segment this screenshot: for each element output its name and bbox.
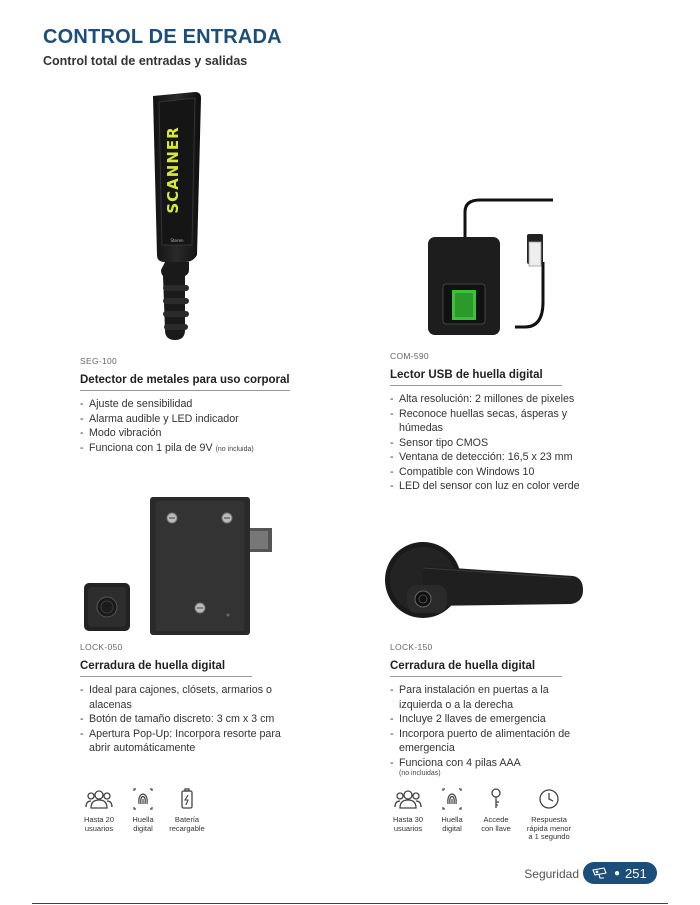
icon-label: Accede con llave [481, 815, 511, 833]
product-lock-150 [390, 642, 580, 778]
feature-list [80, 397, 340, 457]
feature-list [80, 683, 295, 756]
product-name: Lector USB de huella digital [390, 369, 562, 386]
icon-label: Batería recargable [169, 815, 205, 833]
metal-detector-image [145, 90, 215, 345]
icon-item [77, 788, 121, 833]
product-name: Cerradura de huella digital [80, 660, 252, 677]
feature-item: - Ventana de detección: 16,5 x 23 mm [390, 450, 590, 465]
battery-icon [177, 788, 197, 810]
usb-fingerprint-reader-image [425, 192, 560, 342]
page-number-badge [583, 862, 657, 884]
product-name: Cerradura de huella digital [390, 660, 562, 677]
product-code: SEG-100 [80, 356, 118, 366]
feature-list [390, 683, 580, 778]
feature-item: - Modo vibración [80, 426, 340, 441]
product-com-590 [390, 351, 590, 494]
feature-item: - Ajuste de sensibilidad [80, 397, 340, 412]
icon-item [121, 788, 165, 833]
product-lock-050 [80, 642, 295, 756]
icon-label: Huella digital [132, 815, 154, 833]
feature-note: (no incluidas) [399, 770, 441, 777]
separator-dot: ● [614, 867, 621, 879]
scanner-label: SCANNER [164, 126, 182, 214]
page-subtitle: Control total de entradas y salidas [43, 54, 248, 68]
icon-label: Hasta 30 usuarios [392, 815, 424, 833]
security-camera-icon [591, 867, 609, 879]
product-code: LOCK-050 [80, 642, 123, 652]
feature-item: - Alta resolución: 2 millones de pixeles [390, 392, 590, 407]
feature-list [390, 392, 590, 494]
page-title: CONTROL DE ENTRADA [43, 26, 282, 48]
icon-item [165, 788, 209, 833]
footer-rule [32, 903, 668, 904]
clock-icon [538, 788, 560, 810]
feature-item: - Alarma audible y LED indicador [80, 412, 340, 427]
feature-item: - LED del sensor con luz en color verde [390, 479, 590, 494]
icon-label: Respuesta rápida menor a 1 segundo [526, 815, 572, 841]
feature-note: (no incluida) [215, 445, 254, 453]
feature-item: - Funciona con 1 pila de 9V (no incluida) [80, 441, 340, 458]
feature-item: - Ideal para cajones, clósets, armarios o alacenas [80, 683, 295, 712]
feature-item: - Apertura Pop-Up: Incorpora resorte para abrir automáticamente [80, 727, 295, 756]
svg-text:Steren: Steren [170, 238, 184, 243]
key-icon [487, 788, 505, 810]
feature-item: - Botón de tamaño discreto: 3 cm x 3 cm [80, 712, 295, 727]
feature-item: - Incluye 2 llaves de emergencia [390, 712, 580, 727]
product-code: COM-590 [390, 351, 429, 361]
icon-item [474, 788, 518, 842]
icon-item [386, 788, 430, 842]
fingerprint-icon [440, 788, 464, 810]
feature-item: - Reconoce huellas secas, ásperas y húmedas [390, 407, 590, 436]
feature-item: - Incorpora puerto de alimentación de emergencia [390, 727, 580, 756]
product-name: Detector de metales para uso corporal [80, 374, 290, 391]
feature-icons-lock-050 [77, 788, 209, 833]
section-label: Seguridad [524, 867, 579, 881]
product-code: LOCK-150 [390, 642, 433, 652]
page-number: 251 [625, 865, 647, 881]
users-icon [85, 788, 113, 810]
product-seg-100 [80, 356, 340, 457]
users-icon [394, 788, 422, 810]
door-handle-lock-image [383, 540, 588, 622]
icon-item [430, 788, 474, 842]
icon-item [518, 788, 580, 842]
feature-item: - Para instalación en puertas a la izquierda o a la derecha [390, 683, 580, 712]
feature-item: - Compatible con Windows 10 [390, 465, 590, 480]
cabinet-lock-image [82, 495, 277, 640]
icon-label: Huella digital [441, 815, 463, 833]
icon-label: Hasta 20 usuarios [83, 815, 115, 833]
feature-item: - Funciona con 4 pilas AAA (no incluidas) [390, 756, 580, 779]
feature-icons-lock-150 [386, 788, 580, 842]
fingerprint-icon [131, 788, 155, 810]
feature-item: - Sensor tipo CMOS [390, 436, 590, 451]
